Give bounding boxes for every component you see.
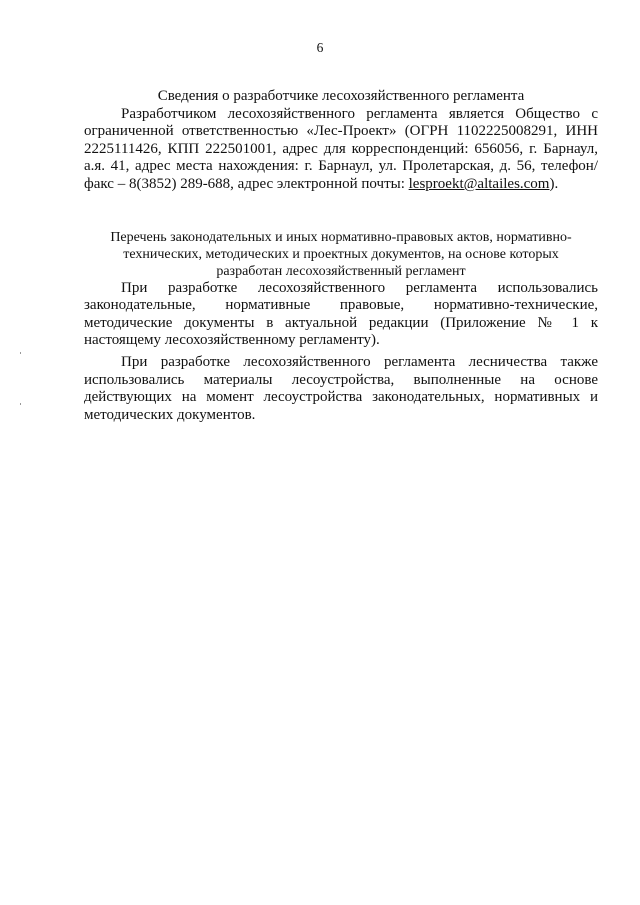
- acts-paragraph-1: При разработке лесохозяйственного регламента использовались законодательные, нормативные правовые, нормативно-технические, методические документы в актуальной редакции (Приложение № 1 к настоящему лесохозяйственному регламенту).: [84, 279, 598, 349]
- acts-title-line-2: технических, методических и проектных документов, на основе которых: [123, 246, 559, 262]
- acts-title-line-1: Перечень законодательных и иных нормативно-правовых актов, нормативно-: [110, 229, 572, 245]
- developer-paragraph: [84, 106, 598, 194]
- developer-text-end: ).: [549, 175, 559, 192]
- document-body: [84, 88, 598, 424]
- scan-mark: [20, 352, 21, 354]
- acts-section-title: [84, 229, 598, 280]
- developer-section-title: Сведения о разработчике лесохозяйственного регламента: [157, 88, 525, 104]
- scan-mark: [20, 403, 21, 405]
- acts-paragraph-2: При разработке лесохозяйственного регламента лесничества также использовались материалы лесоустройства, выполненные на основе действующих на момент лесоустройства законодательных, нормативных и методических документов.: [84, 353, 598, 423]
- acts-title-line-3: разработан лесохозяйственный регламент: [216, 263, 466, 279]
- developer-text: Разработчиком лесохозяйственного регламента является Общество с ограниченной ответственностью «Лес-Проект» (ОГРН 1102225008291, ИНН 2225111426, КПП 222501001, адрес для корреспонденций: 656056, г. Барнаул, а.я. 41, адрес места нахождения: г. Барнаул, ул. Пролетарская, д. 56, телефон/факс – 8(3852) 289-688, адрес электронной почты:: [84, 105, 598, 192]
- page-number: 6: [316, 40, 324, 55]
- email-link[interactable]: lesproekt@altailes.com: [408, 175, 550, 192]
